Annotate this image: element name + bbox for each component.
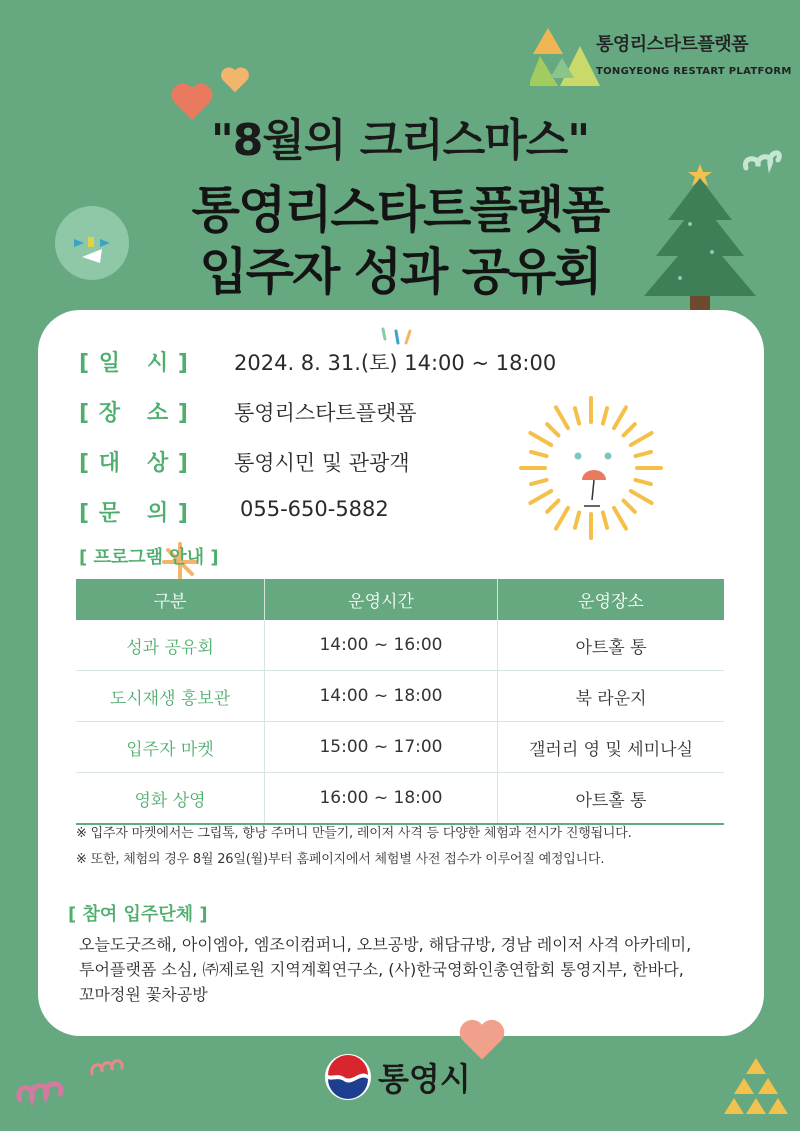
table-cell: 아트홀 통 <box>498 773 725 825</box>
sun-face-icon <box>516 396 666 546</box>
logo-korean-text: 통영리스타트플랫폼 <box>596 34 748 55</box>
table-cell: 영화 상영 <box>76 773 265 825</box>
sparkle-icon <box>378 325 418 349</box>
table-cell: 14:00 ~ 16:00 <box>265 620 498 671</box>
platform-logo-icon <box>530 26 600 88</box>
heart-icon <box>220 66 250 94</box>
audience-value: 통영시민 및 관광객 <box>234 451 410 475</box>
table-cell: 북 라운지 <box>498 671 725 722</box>
date-value: 2024. 8. 31.(토) 14:00 ~ 18:00 <box>234 351 557 375</box>
date-label: [ 일 시 ] <box>79 351 189 376</box>
venue-value: 통영리스타트플랫폼 <box>234 401 417 425</box>
venue-label: [ 장 소 ] <box>79 401 189 426</box>
header-time: 운영시간 <box>265 579 498 620</box>
table-cell: 도시재생 홍보관 <box>76 671 265 722</box>
event-subtitle: "8월의 크리스마스" <box>210 115 590 166</box>
triangles-icon <box>724 1056 788 1118</box>
participants-line: 꼬마정원 꽃차공방 <box>79 985 208 1004</box>
table-cell: 입주자 마켓 <box>76 722 265 773</box>
table-row <box>76 722 724 773</box>
table-row <box>76 620 724 671</box>
event-title-line2: 입주자 성과 공유회 <box>199 243 601 301</box>
participants-line: 투어플랫폼 소심, ㈜제로원 지역계획연구소, (사)한국영화인총연합회 통영지부, 한바다, <box>79 960 684 979</box>
city-emblem-icon <box>324 1053 372 1101</box>
table-cell: 성과 공유회 <box>76 620 265 671</box>
spring-icon <box>12 1058 72 1108</box>
table-cell: 아트홀 통 <box>498 620 725 671</box>
program-note: ※ 입주자 마켓에서는 그립톡, 향낭 주머니 만들기, 레이저 사격 등 다양한 체험과 전시가 진행됩니다. <box>76 826 632 841</box>
header-category: 구분 <box>76 579 265 620</box>
table-cell: 15:00 ~ 17:00 <box>265 722 498 773</box>
contact-label: [ 문 의 ] <box>79 501 189 526</box>
table-cell: 갤러리 영 및 세미나실 <box>498 722 725 773</box>
spring-icon <box>88 1050 128 1080</box>
table-row <box>76 773 724 825</box>
participants-list <box>79 932 739 1007</box>
table-cell: 14:00 ~ 18:00 <box>265 671 498 722</box>
table-header-row <box>76 579 724 620</box>
city-name: 통영시 <box>378 1060 471 1098</box>
program-title: [ 프로그램 안내 ] <box>79 547 219 568</box>
contact-value: 055-650-5882 <box>240 497 389 521</box>
program-table <box>76 579 724 825</box>
audience-label: [ 대 상 ] <box>79 451 189 476</box>
event-title-line1: 통영리스타트플랫폼 <box>191 181 609 239</box>
program-note: ※ 또한, 체험의 경우 8월 26일(월)부터 홈페이지에서 체험별 사전 접수가 이루어질 예정입니다. <box>76 852 605 867</box>
participants-title: [ 참여 입주단체 ] <box>68 904 208 925</box>
header-place: 운영장소 <box>498 579 725 620</box>
table-cell: 16:00 ~ 18:00 <box>265 773 498 825</box>
logo-english-text: TONGYEONG RESTART PLATFORM <box>596 66 792 77</box>
participants-line: 오늘도굿즈해, 아이엠아, 엠조이컴퍼니, 오브공방, 해담규방, 경남 레이저 사격 아카데미, <box>79 935 692 954</box>
table-row <box>76 671 724 722</box>
